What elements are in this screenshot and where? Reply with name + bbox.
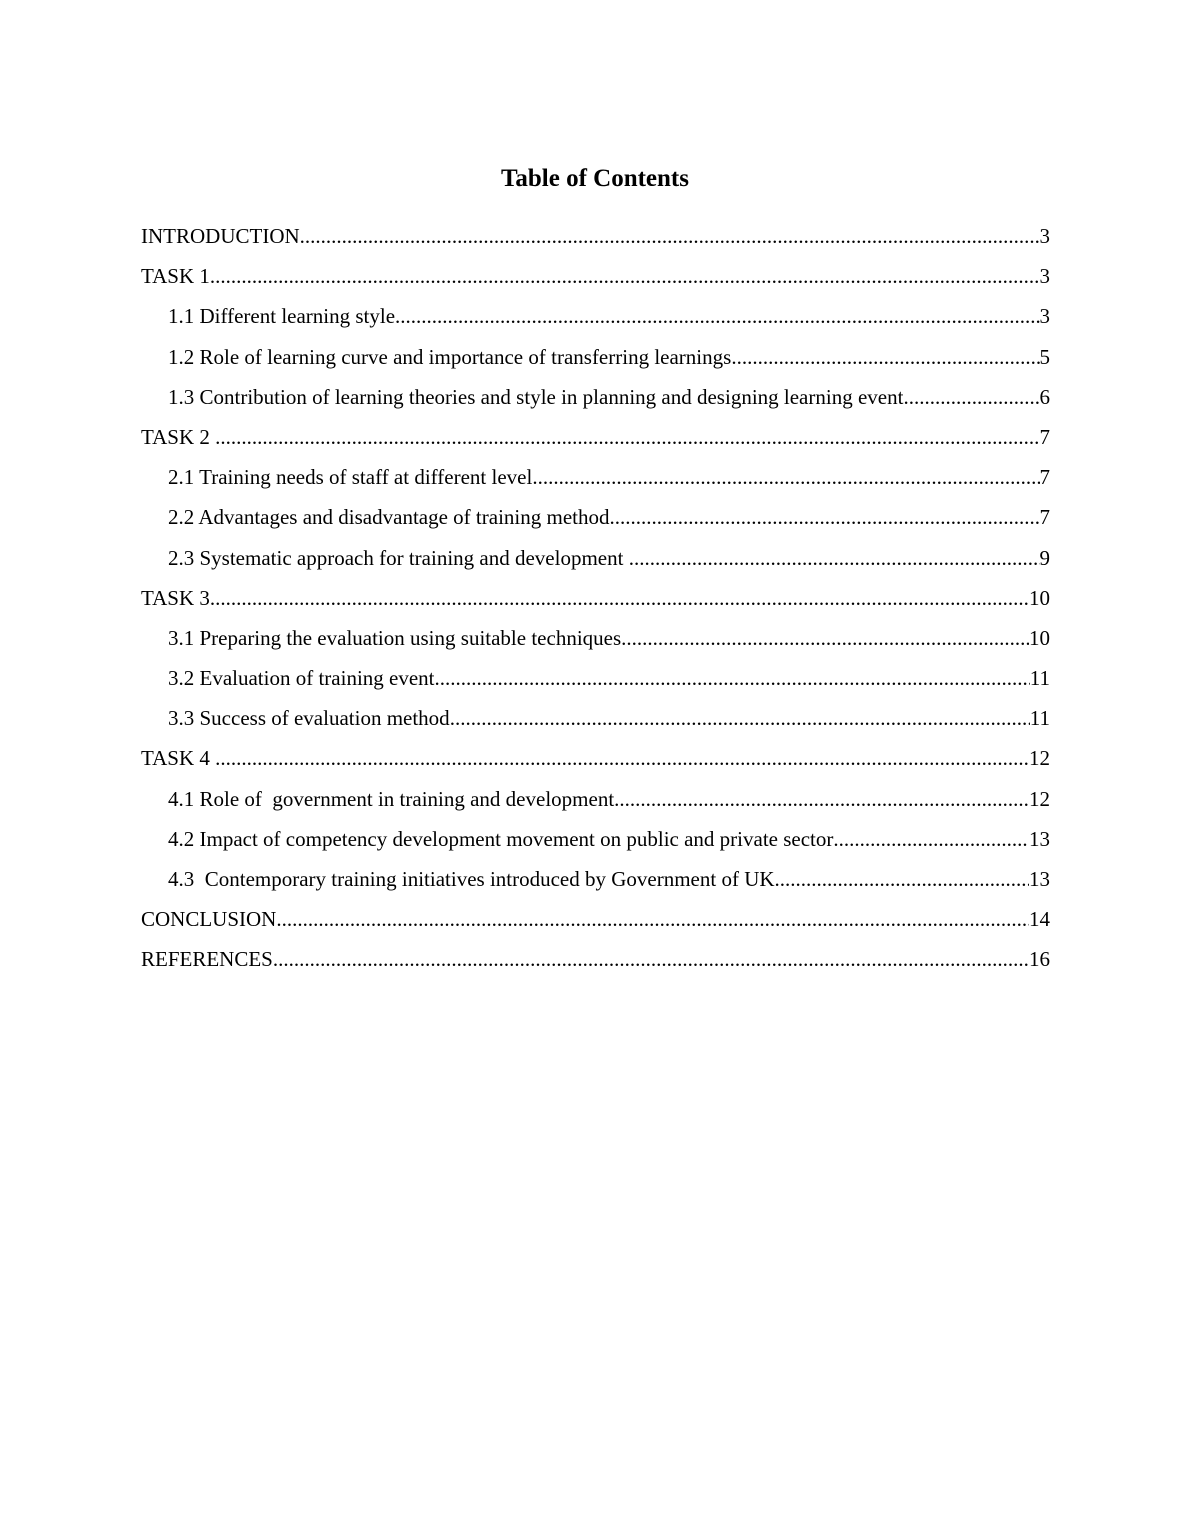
toc-dot-leader <box>215 740 1029 776</box>
toc-entry-text: INTRODUCTION <box>141 224 300 248</box>
toc-dot-leader <box>300 218 1040 254</box>
toc-entry-text: 2.3 Systematic approach for training and development <box>168 545 629 570</box>
toc-entry-text: TASK 4 <box>141 746 216 771</box>
toc-dot-leader <box>833 821 1029 857</box>
toc-entry-text: TASK 2 <box>141 424 216 449</box>
toc-page-number: 7 <box>1039 465 1050 490</box>
toc-entry[interactable] <box>141 218 1050 258</box>
toc-dot-leader <box>903 379 1039 415</box>
toc-dot-leader <box>450 700 1030 736</box>
toc-title: Table of Contents <box>501 165 689 192</box>
toc-page-number: 5 <box>1039 344 1050 369</box>
toc-entry[interactable] <box>141 700 1050 740</box>
toc-page-number: 3 <box>1039 304 1050 329</box>
toc-entry-text: 4.3 Contemporary training initiatives introduced by Government of UK <box>168 867 775 891</box>
toc-entry-text: 4.1 Role of government in training and development <box>168 786 615 811</box>
toc-dot-leader <box>775 861 1029 897</box>
toc-entry-text: 1.2 Role of learning curve and importance of transferring learnings <box>168 344 732 369</box>
toc-dot-leader <box>395 298 1039 334</box>
toc-entry[interactable] <box>141 499 1050 539</box>
toc-entry[interactable] <box>141 740 1050 780</box>
toc-page-number: 13 <box>1029 867 1050 891</box>
toc-page-number: 11 <box>1029 706 1050 731</box>
toc-entry[interactable] <box>141 941 1050 981</box>
toc-dot-leader <box>276 901 1029 937</box>
toc-entry[interactable] <box>141 781 1050 821</box>
toc-dot-leader <box>435 660 1030 696</box>
toc-entry[interactable] <box>141 419 1050 459</box>
toc-page-number: 14 <box>1029 907 1050 932</box>
toc-dot-leader <box>614 781 1029 817</box>
toc-page-number: 10 <box>1029 585 1050 610</box>
toc-dot-leader <box>609 499 1039 535</box>
toc-entry[interactable] <box>141 901 1050 941</box>
toc-dot-leader <box>210 580 1029 616</box>
toc-entry-text: 1.3 Contribution of learning theories and style in planning and designing learning event <box>168 384 904 409</box>
toc-entry[interactable] <box>141 580 1050 620</box>
toc-entry[interactable] <box>141 861 1050 901</box>
toc-entry-text: REFERENCES <box>141 947 273 972</box>
toc-entry-text: TASK 1 <box>141 264 210 289</box>
toc-page-number: 3 <box>1039 224 1050 248</box>
toc-page-number: 3 <box>1039 264 1050 289</box>
toc-page-number: 6 <box>1039 384 1050 409</box>
toc-entry-text: 4.2 Impact of competency development movement on public and private sector <box>168 826 834 851</box>
toc-page-number: 7 <box>1039 424 1050 449</box>
toc-dot-leader <box>731 339 1039 375</box>
toc-page-number: 9 <box>1039 545 1050 570</box>
toc-dot-leader <box>532 459 1039 495</box>
toc-list <box>141 218 1050 982</box>
toc-page-number: 16 <box>1029 947 1050 972</box>
toc-dot-leader <box>215 419 1039 455</box>
toc-page-number: 12 <box>1029 786 1050 811</box>
toc-dot-leader <box>210 258 1040 294</box>
toc-entry-text: 3.1 Preparing the evaluation using suitable techniques <box>168 625 622 650</box>
toc-dot-leader <box>629 540 1040 576</box>
toc-entry-text: TASK 3 <box>141 585 210 610</box>
toc-entry[interactable] <box>141 540 1050 580</box>
toc-dot-leader <box>621 620 1029 656</box>
toc-entry[interactable] <box>141 258 1050 298</box>
toc-entry[interactable] <box>141 339 1050 379</box>
toc-entry-text: 3.2 Evaluation of training event <box>168 666 435 691</box>
toc-dot-leader <box>273 941 1029 977</box>
toc-entry-text: CONCLUSION <box>141 907 277 932</box>
toc-entry[interactable] <box>141 660 1050 700</box>
toc-entry-text: 3.3 Success of evaluation method <box>168 706 450 731</box>
toc-entry[interactable] <box>141 459 1050 499</box>
toc-entry[interactable] <box>141 821 1050 861</box>
toc-page-number: 11 <box>1029 666 1050 691</box>
toc-entry[interactable] <box>141 298 1050 338</box>
toc-entry-text: 1.1 Different learning style <box>168 304 396 329</box>
toc-page-number: 7 <box>1039 505 1050 530</box>
toc-page-number: 13 <box>1029 826 1050 851</box>
toc-entry-text: 2.1 Training needs of staff at different level <box>168 465 533 490</box>
toc-page-number: 12 <box>1029 746 1050 771</box>
toc-entry[interactable] <box>141 620 1050 660</box>
toc-entry-text: 2.2 Advantages and disadvantage of training method <box>168 505 610 530</box>
toc-page-number: 10 <box>1029 625 1050 650</box>
toc-entry[interactable] <box>141 379 1050 419</box>
